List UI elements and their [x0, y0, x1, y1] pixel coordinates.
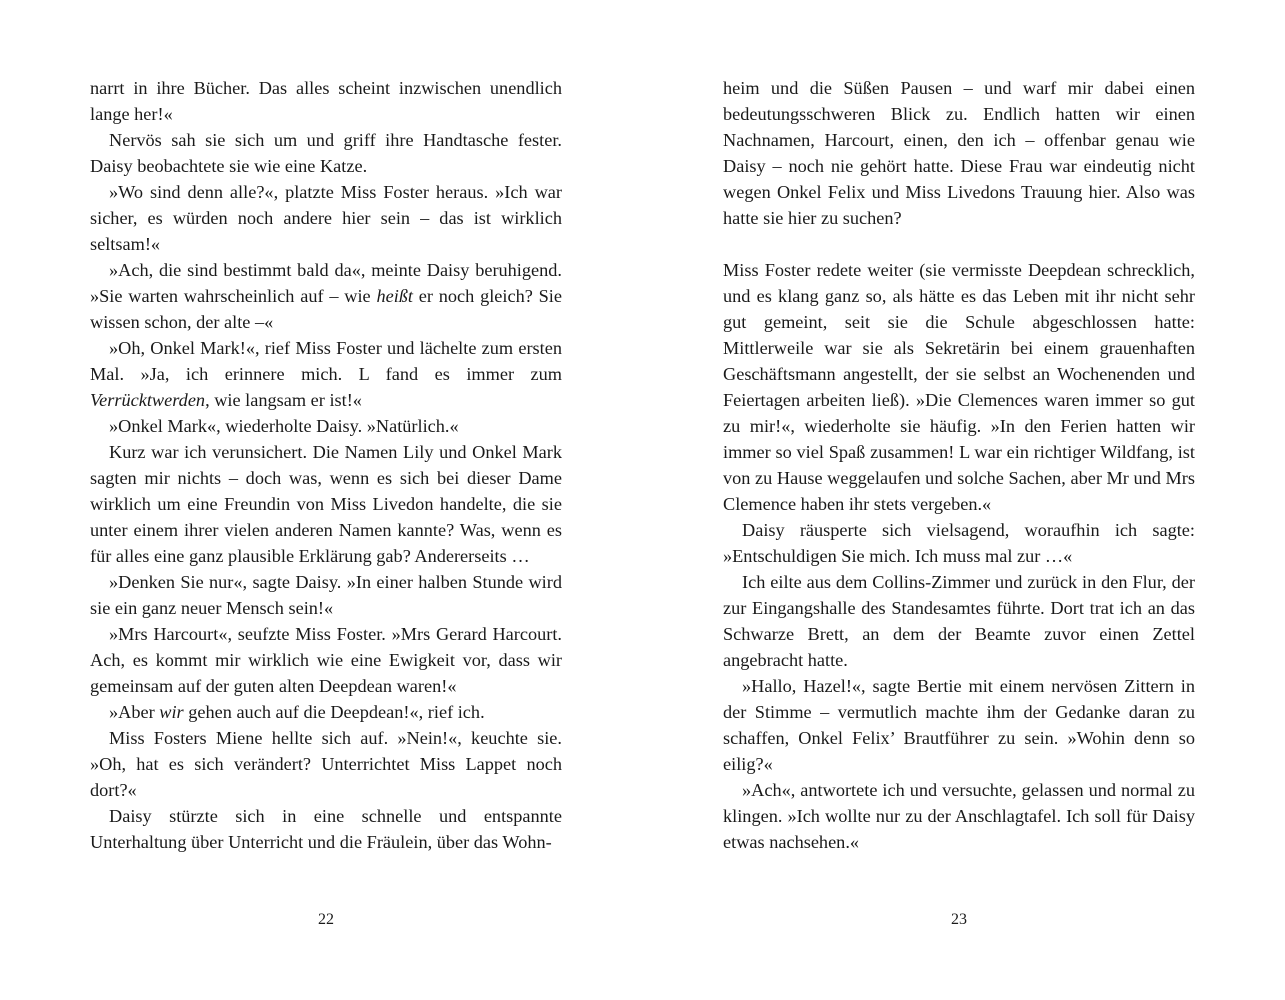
text-segment: »Aber [109, 702, 160, 722]
paragraph [723, 517, 1195, 569]
text-segment: Miss Fosters Miene hellte sich auf. »Nein!«, keuchte sie. »Oh, hat es sich verändert? Unterrichtet Miss Lappet noch dort?« [90, 728, 562, 800]
text-segment: Nervös sah sie sich um und griff ihre Handtasche fester. Daisy beobachtete sie wie eine Katze. [90, 130, 562, 176]
text-segment: heim und die Süßen Pausen – und warf mir dabei einen bedeutungsschweren Blick zu. Endlich hatten wir einen Nachnamen, Harcourt, einen, den ich – offenbar genau wie Daisy – noch nie gehört hatte. Diese Frau war eindeutig nicht wegen Onkel Felix und Miss Livedons Trauung hier. Also was hatte sie hier zu suchen? [723, 78, 1195, 228]
page-number-right: 23 [951, 911, 967, 928]
text-segment: , wie langsam er ist!« [205, 390, 362, 410]
paragraph [90, 335, 562, 413]
paragraph [90, 413, 562, 439]
text-segment: »Ach«, antwortete ich und versuchte, gelassen und normal zu klingen. »Ich wollte nur zu der Anschlagtafel. Ich soll für Daisy etwas nachsehen.« [723, 780, 1195, 852]
left-page-text [90, 75, 562, 855]
paragraph [90, 439, 562, 569]
paragraph [90, 75, 562, 127]
text-segment: »Denken Sie nur«, sagte Daisy. »In einer halben Stunde wird sie ein ganz neuer Mensch sein!« [90, 572, 562, 618]
paragraph [723, 75, 1195, 231]
paragraph [723, 777, 1195, 855]
text-segment: Ich eilte aus dem Collins-Zimmer und zurück in den Flur, der zur Eingangshalle des Standesamtes führte. Dort trat ich an das Schwarze Brett, an dem der Beamte zuvor einen Zettel angebracht hatte. [723, 572, 1195, 670]
paragraph [90, 621, 562, 699]
text-segment: »Mrs Harcourt«, seufzte Miss Foster. »Mrs Gerard Harcourt. Ach, es kommt mir wirklich wie eine Ewigkeit vor, dass wir gemeinsam auf der guten alten Deepdean waren!« [90, 624, 562, 696]
paragraph [90, 257, 562, 335]
emphasized-text: heißt [376, 286, 413, 306]
text-segment: Daisy räusperte sich vielsagend, woraufhin ich sagte: »Entschuldigen Sie mich. Ich muss mal zur …« [723, 520, 1195, 566]
paragraph [90, 179, 562, 257]
paragraph [90, 569, 562, 621]
page-number-left: 22 [318, 911, 334, 928]
text-segment: er noch gleich? Sie wissen schon, der alte –« [90, 286, 562, 332]
text-segment: »Hallo, Hazel!«, sagte Bertie mit einem nervösen Zittern in der Stimme – vermutlich machte ihm der Gedanke daran zu schaffen, Onkel Felix’ Brautführer zu sein. »Wohin denn so eilig?« [723, 676, 1195, 774]
paragraph [90, 803, 562, 855]
paragraph [723, 257, 1195, 517]
text-segment: Kurz war ich verunsichert. Die Namen Lily und Onkel Mark sagten mir nichts – doch was, wenn es sich bei dieser Dame wirklich um eine Freundin von Miss Livedon handelte, die sie unter einem ihrer vielen anderen Namen kannte? Was, wenn es für alles eine ganz plausible Erklärung gab? Andererseits … [90, 442, 562, 566]
paragraph [90, 127, 562, 179]
text-segment: »Oh, Onkel Mark!«, rief Miss Foster und lächelte zum ersten Mal. »Ja, ich erinnere mich. L fand es immer zum [90, 338, 562, 384]
right-page [723, 75, 1195, 975]
paragraph [90, 699, 562, 725]
text-segment: gehen auch auf die Deepdean!«, rief ich. [183, 702, 485, 722]
left-page [90, 75, 562, 975]
text-segment: Daisy stürzte sich in eine schnelle und entspannte Unterhaltung über Unterricht und die Fräulein, über das Wohn- [90, 806, 562, 852]
text-segment: »Wo sind denn alle?«, platzte Miss Foster heraus. »Ich war sicher, es würden noch andere hier sein – das ist wirklich seltsam!« [90, 182, 562, 254]
paragraph [723, 569, 1195, 673]
emphasized-text: Verrücktwerden [90, 390, 206, 410]
text-segment: »Ach, die sind bestimmt bald da«, meinte Daisy beruhigend. »Sie warten wahrscheinlich auf – wie [90, 260, 562, 306]
paragraph [723, 673, 1195, 777]
right-page-text [723, 75, 1195, 855]
text-segment: »Onkel Mark«, wiederholte Daisy. »Natürlich.« [109, 416, 459, 436]
emphasized-text: wir [159, 702, 184, 722]
text-segment: narrt in ihre Bücher. Das alles scheint inzwischen unendlich lange her!« [90, 78, 562, 124]
text-segment: Miss Foster redete weiter (sie vermisste Deepdean schrecklich, und es klang ganz so, als hätte es das Leben mit ihr nicht sehr gut gemeint, seit sie die Schule abgeschlossen hatte: Mittlerweile war sie als Sekretärin bei einem grauenhaften Geschäftsmann angestellt, der sie selbst an Wochenenden und Feiertagen arbeiten ließ). »Die Clemences waren immer so gut zu mir!«, wiederholte sie häufig. »In den Ferien hatten wir immer so viel Spaß zusammen! L war ein richtiger Wildfang, ist von zu Hause weggelaufen und solche Sachen, aber Mr und Mrs Clemence haben ihr stets vergeben.« [723, 260, 1195, 514]
paragraph [90, 725, 562, 803]
